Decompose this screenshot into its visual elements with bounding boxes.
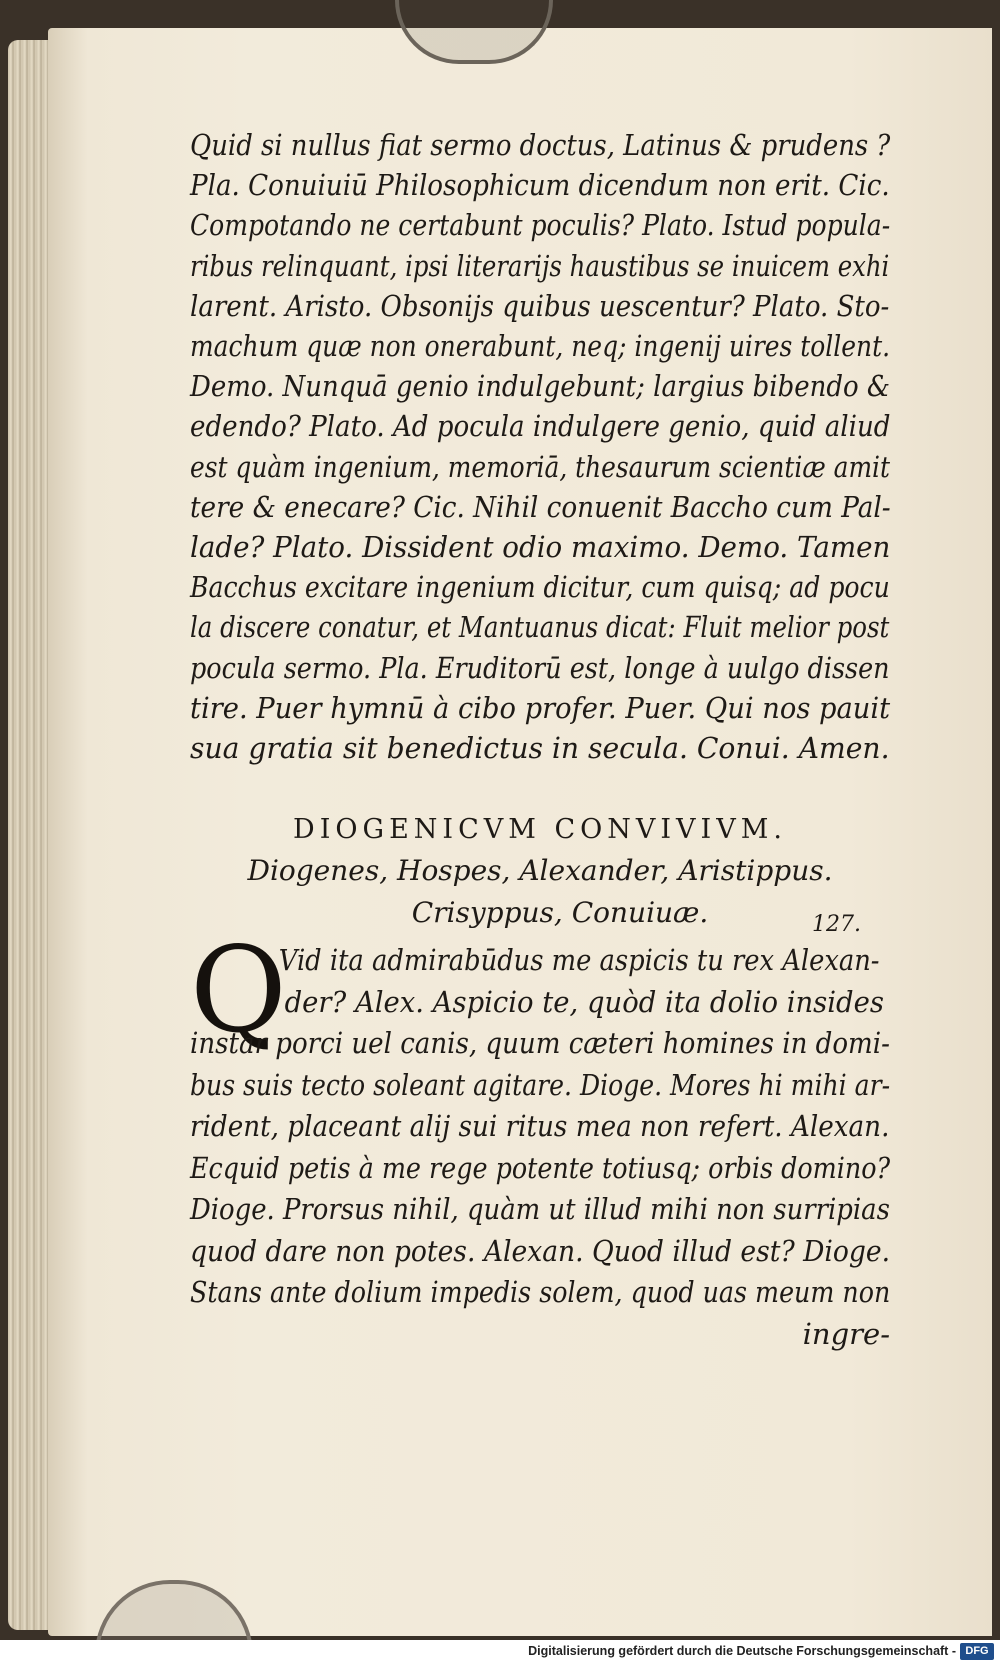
text-line: Stans ante dolium impedis solem, quod uas meum non: [190, 1275, 891, 1309]
text-line: edendo? Plato. Ad pocula indulgere genio, quid aliud: [190, 409, 891, 444]
drop-cap: Q: [190, 921, 287, 1059]
signature-mark: 127.: [812, 912, 861, 937]
text-line: machum quæ non onerabunt, neq; ingenij uires tollent.: [190, 329, 891, 364]
text-line: la discere conatur, et Mantuanus dicat: Fluit melior post: [190, 610, 890, 645]
text-line: ribus relinquant, ipsi literarijs haustibus se inuicem exhi: [190, 248, 890, 283]
text-line: est quàm ingenium, memoriā, thesaurum scientiæ amit: [190, 449, 891, 484]
text-line: Compotando ne certabunt poculis? Plato. Istud popula-: [190, 208, 891, 243]
dramatis-personae-line-1: Diogenes, Hospes, Alexander, Aristippus.: [247, 854, 833, 887]
text-line: Quid si nullus fiat sermo doctus, Latinus & prudens ?: [190, 128, 891, 162]
text-line: Pla. Conuiuiū Philosophicum dicendum non erit. Cic.: [190, 168, 890, 203]
text-block-top: [190, 125, 890, 768]
section-title: DIOGENICVM CONVIVIVM.: [293, 814, 787, 845]
funding-credit: Digitalisierung gefördert durch die Deutsche Forschungsgemeinschaft -: [528, 1644, 956, 1658]
dfg-logo-icon: DFG: [960, 1643, 994, 1660]
text-line: Ecquid petis à me rege potente totiusq; orbis domino?: [190, 1150, 891, 1185]
catchword: ingre-: [802, 1316, 890, 1351]
text-line: bus suis tecto soleant agitare. Dioge. Mores hi mihi ar-: [190, 1067, 891, 1102]
text-line: larent. Aristo. Obsonijs quibus uescentur? Plato. Sto-: [190, 288, 890, 323]
text-line: lade? Plato. Dissident odio maximo. Demo. Tamen: [190, 530, 891, 565]
text-line: sua gratia sit benedictus in secula. Conui. Amen.: [190, 731, 890, 766]
text-line: Dioge. Prorsus nihil, quàm ut illud mihi non surripias: [190, 1192, 890, 1226]
text-line: rident, placeant alij sui ritus mea non refert. Alexan.: [190, 1109, 890, 1143]
dramatis-personae-line-2: Crisyppus, Conuiuæ.: [411, 896, 709, 929]
text-line: Vid ita admirabūdus me aspicis tu rex Alexan-: [278, 943, 880, 977]
text-line: Demo. Nunquā genio indulgebunt; largius bibendo &: [190, 369, 890, 404]
text-line: Bacchus excitare ingenium dicitur, cum quisq; ad pocu: [190, 570, 890, 605]
text-line: quod dare non potes. Alexan. Quod illud est? Dioge.: [190, 1233, 891, 1268]
section-heading: [190, 810, 890, 934]
footer-bar: [0, 1640, 1000, 1665]
text-line: pocula sermo. Pla. Eruditorū est, longe à uulgo dissen: [190, 650, 890, 685]
text-line: tere & enecare? Cic. Nihil conuenit Baccho cum Pal-: [190, 489, 891, 524]
text-line: tire. Puer hymnū à cibo profer. Puer. Qui nos pauit: [190, 690, 891, 725]
text-line: der? Alex. Aspicio te, quòd ita dolio insides: [284, 984, 884, 1019]
text-line: instar porci uel canis, quum cæteri homines in domi-: [190, 1026, 890, 1060]
